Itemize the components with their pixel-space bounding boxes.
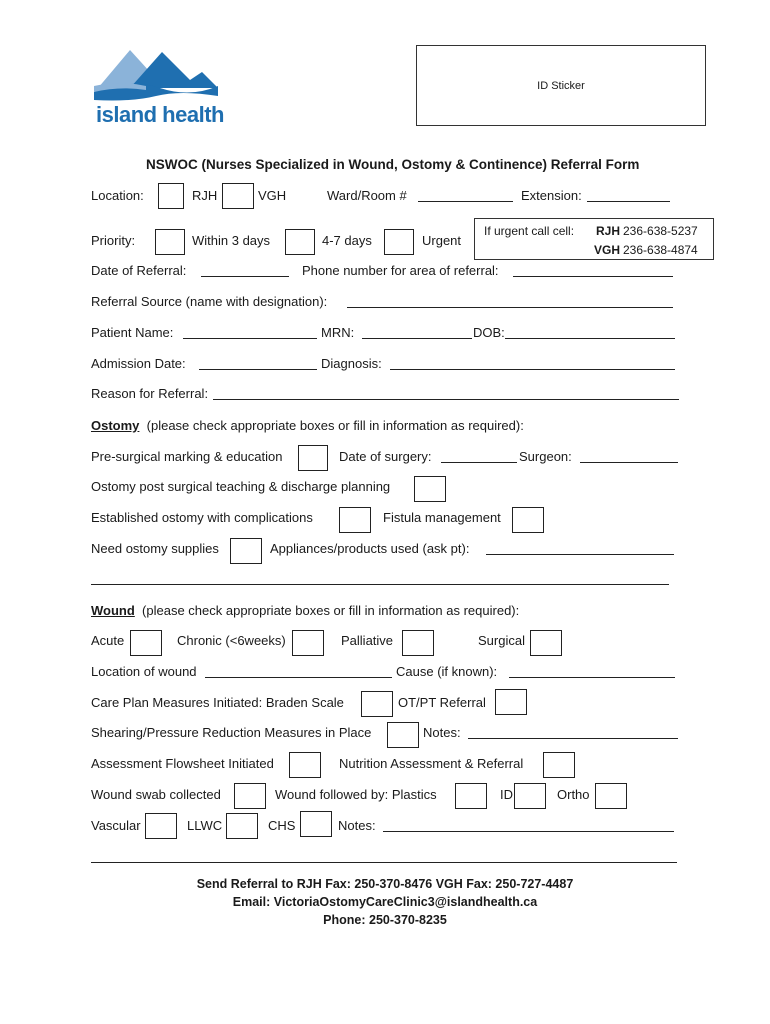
date-of-surgery-label: Date of surgery: bbox=[339, 449, 432, 464]
palliative-checkbox[interactable] bbox=[402, 630, 434, 656]
appliances-label: Appliances/products used (ask pt): bbox=[270, 541, 470, 556]
mountain-logo-icon bbox=[90, 42, 220, 104]
form-title: NSWOC (Nurses Specialized in Wound, Ostomy & Continence) Referral Form bbox=[146, 157, 640, 172]
presurgical-checkbox[interactable] bbox=[298, 445, 328, 471]
within-3-days-checkbox[interactable] bbox=[155, 229, 185, 255]
urgent-call-label: If urgent call cell: bbox=[484, 224, 575, 238]
mrn-label: MRN: bbox=[321, 325, 355, 340]
surgical-label: Surgical bbox=[478, 633, 525, 648]
id-sticker-label: ID Sticker bbox=[537, 79, 585, 92]
ostomy-header: Ostomy bbox=[91, 418, 140, 433]
ot-pt-referral-checkbox[interactable] bbox=[495, 689, 527, 715]
wound-swab-checkbox[interactable] bbox=[234, 783, 266, 809]
vascular-label: Vascular bbox=[91, 818, 141, 833]
surgeon-field[interactable] bbox=[580, 462, 678, 463]
ostomy-section-header bbox=[91, 418, 524, 433]
braden-scale-checkbox[interactable] bbox=[361, 691, 393, 717]
dob-label: DOB: bbox=[473, 325, 505, 340]
surgeon-label: Surgeon: bbox=[519, 449, 572, 464]
patient-name-label: Patient Name: bbox=[91, 325, 174, 340]
chs-checkbox[interactable] bbox=[300, 811, 332, 837]
date-of-surgery-field[interactable] bbox=[441, 462, 517, 463]
priority-label: Priority: bbox=[91, 233, 136, 248]
ostomy-supplies-checkbox[interactable] bbox=[230, 538, 262, 564]
rjh-checkbox[interactable] bbox=[158, 183, 184, 209]
vgh-cell-label: VGH bbox=[594, 243, 621, 257]
cause-label: Cause (if known): bbox=[396, 664, 498, 679]
reason-for-referral-label: Reason for Referral: bbox=[91, 386, 209, 401]
logo-text: island health bbox=[96, 102, 224, 127]
followed-plastics-label: Wound followed by: Plastics bbox=[275, 787, 437, 802]
admission-date-field[interactable] bbox=[199, 369, 317, 370]
chs-label: CHS bbox=[268, 818, 296, 833]
ostomy-supplies-label: Need ostomy supplies bbox=[91, 541, 219, 556]
cause-field[interactable] bbox=[509, 677, 675, 678]
chronic-label: Chronic (<6weeks) bbox=[177, 633, 286, 648]
flowsheet-label: Assessment Flowsheet Initiated bbox=[91, 756, 274, 771]
appliances-field[interactable] bbox=[486, 554, 674, 555]
wound-instructions: (please check appropriate boxes or fill in information as required): bbox=[142, 603, 520, 618]
post-surgical-checkbox[interactable] bbox=[414, 476, 446, 502]
nutrition-checkbox[interactable] bbox=[543, 752, 575, 778]
4-7-days-label: 4-7 days bbox=[322, 233, 372, 248]
footer-divider bbox=[91, 862, 677, 863]
referral-source-field[interactable] bbox=[347, 307, 673, 308]
ortho-label: Ortho bbox=[557, 787, 590, 802]
shearing-label: Shearing/Pressure Reduction Measures in Place bbox=[91, 725, 372, 740]
rjh-label: RJH bbox=[192, 188, 218, 203]
acute-checkbox[interactable] bbox=[130, 630, 162, 656]
location-of-wound-field[interactable] bbox=[205, 677, 392, 678]
llwc-label: LLWC bbox=[187, 818, 223, 833]
acute-label: Acute bbox=[91, 633, 125, 648]
extension-field[interactable] bbox=[587, 201, 670, 202]
ward-room-label: Ward/Room # bbox=[327, 188, 407, 203]
post-surgical-label: Ostomy post surgical teaching & discharge planning bbox=[91, 479, 391, 494]
vgh-cell-number: 236-638-4874 bbox=[623, 243, 698, 257]
ostomy-instructions: (please check appropriate boxes or fill in information as required): bbox=[146, 418, 524, 433]
shearing-checkbox[interactable] bbox=[387, 722, 419, 748]
llwc-checkbox[interactable] bbox=[226, 813, 258, 839]
date-of-referral-label: Date of Referral: bbox=[91, 263, 187, 278]
mrn-field[interactable] bbox=[362, 338, 472, 339]
care-plan-label: Care Plan Measures Initiated: Braden Scale bbox=[91, 695, 344, 710]
footer-fax: Send Referral to RJH Fax: 250-370-8476 VGH Fax: 250-727-4487 bbox=[196, 877, 574, 891]
admission-date-label: Admission Date: bbox=[91, 356, 186, 371]
rjh-cell-number: 236-638-5237 bbox=[623, 224, 698, 238]
id-sticker-box bbox=[416, 45, 706, 126]
dob-field[interactable] bbox=[505, 338, 675, 339]
vascular-checkbox[interactable] bbox=[145, 813, 177, 839]
rjh-cell-label: RJH bbox=[596, 224, 621, 238]
fistula-label: Fistula management bbox=[383, 510, 501, 525]
footer-phone: Phone: 250-370-8235 bbox=[323, 913, 447, 927]
plastics-checkbox[interactable] bbox=[455, 783, 487, 809]
extension-label: Extension: bbox=[521, 188, 582, 203]
phone-area-label: Phone number for area of referral: bbox=[302, 263, 499, 278]
urgent-contact-box bbox=[474, 218, 714, 260]
within-3-days-label: Within 3 days bbox=[192, 233, 271, 248]
id-checkbox[interactable] bbox=[514, 783, 546, 809]
location-label: Location: bbox=[91, 188, 144, 203]
palliative-label: Palliative bbox=[341, 633, 394, 648]
reason-for-referral-field[interactable] bbox=[213, 399, 679, 400]
4-7-days-checkbox[interactable] bbox=[285, 229, 315, 255]
footer-email: Email: VictoriaOstomyCareClinic3@islandhealth.ca bbox=[232, 895, 538, 909]
vgh-checkbox[interactable] bbox=[222, 183, 254, 209]
diagnosis-field[interactable] bbox=[390, 369, 675, 370]
ward-room-field[interactable] bbox=[418, 201, 513, 202]
presurgical-label: Pre-surgical marking & education bbox=[91, 449, 283, 464]
fistula-checkbox[interactable] bbox=[512, 507, 544, 533]
wound-swab-label: Wound swab collected bbox=[91, 787, 221, 802]
phone-area-field[interactable] bbox=[513, 276, 673, 277]
wound-section-header bbox=[91, 603, 519, 618]
diagnosis-label: Diagnosis: bbox=[321, 356, 382, 371]
wound-header: Wound bbox=[91, 603, 135, 618]
location-of-wound-label: Location of wound bbox=[91, 664, 197, 679]
date-of-referral-field[interactable] bbox=[201, 276, 289, 277]
notes2-field[interactable] bbox=[383, 831, 674, 832]
ot-pt-referral-label: OT/PT Referral bbox=[398, 695, 486, 710]
urgent-label: Urgent bbox=[422, 233, 462, 248]
ortho-checkbox[interactable] bbox=[595, 783, 627, 809]
flowsheet-checkbox[interactable] bbox=[289, 752, 321, 778]
appliances-field-line2[interactable] bbox=[91, 584, 669, 585]
patient-name-field[interactable] bbox=[183, 338, 317, 339]
referral-source-label: Referral Source (name with designation): bbox=[91, 294, 328, 309]
urgent-checkbox[interactable] bbox=[384, 229, 414, 255]
notes-field[interactable] bbox=[468, 738, 678, 739]
id-label: ID bbox=[500, 787, 513, 802]
notes2-label: Notes: bbox=[338, 818, 376, 833]
notes-label: Notes: bbox=[423, 725, 461, 740]
nutrition-label: Nutrition Assessment & Referral bbox=[339, 756, 524, 771]
established-ostomy-checkbox[interactable] bbox=[339, 507, 371, 533]
chronic-checkbox[interactable] bbox=[292, 630, 324, 656]
vgh-label: VGH bbox=[258, 188, 287, 203]
established-ostomy-label: Established ostomy with complications bbox=[91, 510, 313, 525]
surgical-checkbox[interactable] bbox=[530, 630, 562, 656]
